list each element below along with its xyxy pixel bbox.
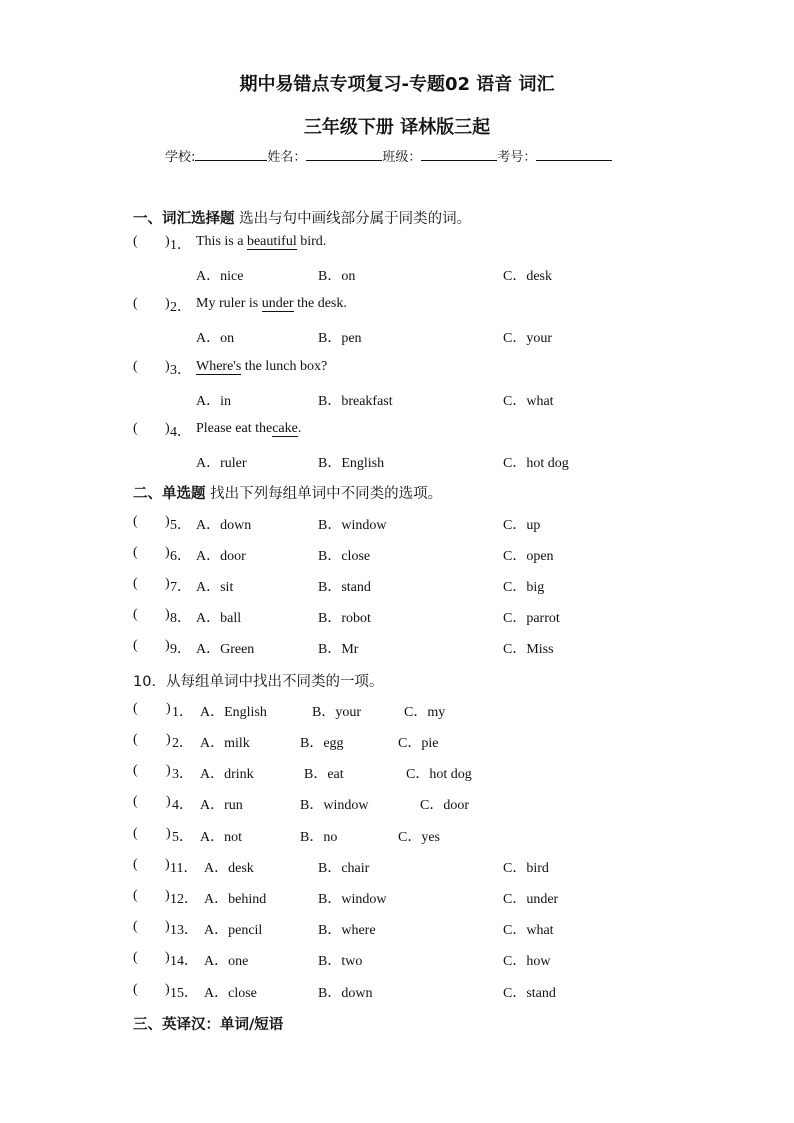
sentence-pre: My ruler is (196, 296, 262, 311)
option-a[interactable]: A．run (200, 798, 243, 813)
option-b[interactable]: B．stand (318, 580, 371, 595)
answer-paren-close[interactable]: ) (166, 701, 171, 716)
exam-no-blank[interactable] (536, 148, 612, 161)
section1-heading-rest: 选出与句中画线部分属于同类的词。 (234, 211, 472, 227)
option-b[interactable]: B．egg (300, 736, 344, 751)
option-b[interactable]: B．no (300, 830, 338, 845)
question-number: 8． (170, 611, 191, 626)
option-c[interactable]: C．door (420, 798, 469, 813)
school-label: 学校: (165, 150, 196, 165)
question-sentence (196, 296, 347, 312)
answer-paren-close[interactable]: ) (165, 888, 170, 903)
option-a[interactable]: A．not (200, 830, 242, 845)
option-c[interactable]: C．yes (398, 830, 440, 845)
question-number: 5． (170, 518, 191, 533)
option-c[interactable]: C．Miss (503, 642, 554, 657)
answer-paren-open[interactable]: ( (133, 794, 138, 809)
option-c[interactable]: C．big (503, 580, 545, 595)
question-number: 15． (170, 986, 198, 1001)
answer-paren-open[interactable]: ( (133, 607, 138, 622)
option-b[interactable]: B．Mr (318, 642, 359, 657)
page-title: 期中易错点专项复习-专题02 语音 词汇 (239, 74, 555, 95)
page-subtitle: 三年级下册 译林版三起 (303, 117, 491, 138)
exam-no-label: 考号： (497, 150, 537, 165)
question-number: 5． (172, 830, 193, 845)
option-c[interactable]: C．hot dog (503, 456, 569, 471)
question-number: 1． (170, 238, 191, 253)
option-b[interactable]: B．close (318, 549, 371, 564)
question-sentence (196, 421, 301, 437)
sentence-underlined: under (261, 296, 294, 311)
option-a[interactable]: A．sit (196, 580, 234, 595)
class-label: 班级： (382, 150, 422, 165)
section1-heading (133, 207, 471, 228)
section2-heading-rest: 找出下列每组单词中不同类的选项。 (205, 486, 443, 502)
option-b[interactable]: B．your (312, 705, 361, 720)
answer-paren-close[interactable]: ) (165, 359, 170, 374)
option-a[interactable]: A．milk (200, 736, 250, 751)
answer-paren-open[interactable]: ( (133, 421, 138, 436)
answer-paren-open[interactable]: ( (133, 545, 138, 560)
answer-paren-open[interactable]: ( (133, 576, 138, 591)
question-number: 6． (170, 549, 191, 564)
q10-heading: 10．从每组单词中找出不同类的一项。 (133, 674, 384, 690)
option-a[interactable]: A．English (200, 705, 267, 720)
answer-paren-open[interactable]: ( (133, 514, 138, 529)
section1-heading-bold: 一、词汇选择题 (133, 211, 235, 227)
question-number: 7． (170, 580, 191, 595)
question-number: 9． (170, 642, 191, 657)
option-c[interactable]: C．parrot (503, 611, 560, 626)
sentence-post: the lunch box? (241, 359, 328, 374)
answer-paren-open[interactable]: ( (133, 919, 138, 934)
answer-paren-close[interactable]: ) (166, 732, 171, 747)
answer-paren-close[interactable]: ) (165, 545, 170, 560)
option-c[interactable]: C．desk (503, 269, 552, 284)
answer-paren-open[interactable]: ( (133, 359, 138, 374)
option-b[interactable]: B．English (318, 456, 385, 471)
answer-paren-close[interactable]: ) (165, 234, 170, 249)
question-number: 11． (170, 861, 198, 876)
option-b[interactable]: B．two (318, 954, 363, 969)
section3-heading-bold: 三、英译汉：单词/短语 (133, 1017, 284, 1033)
answer-paren-open[interactable]: ( (133, 701, 138, 716)
answer-paren-open[interactable]: ( (133, 857, 138, 872)
question-number: 1． (172, 705, 193, 720)
sentence-post: the desk. (293, 296, 347, 311)
sentence-underlined: beautiful (246, 234, 297, 249)
sentence-underlined: cake (272, 421, 298, 436)
option-c[interactable]: C．how (503, 954, 551, 969)
option-b[interactable]: B．window (318, 518, 387, 533)
sentence-pre: This is a (196, 234, 247, 249)
answer-paren-close[interactable]: ) (166, 826, 171, 841)
answer-paren-close[interactable]: ) (165, 514, 170, 529)
name-label: 姓名： (267, 150, 307, 165)
answer-paren-open[interactable]: ( (133, 826, 138, 841)
section2-heading-bold: 二、单选题 (133, 486, 206, 502)
option-a[interactable]: A．Green (196, 642, 255, 657)
section3-heading (133, 1013, 283, 1034)
sentence-underlined: Where's (196, 359, 242, 374)
school-blank[interactable] (195, 148, 267, 161)
option-b[interactable]: B．robot (318, 611, 371, 626)
answer-paren-close[interactable]: ) (166, 794, 171, 809)
answer-paren-open[interactable]: ( (133, 982, 138, 997)
question-number: 2． (170, 300, 191, 315)
question-number: 3． (172, 767, 193, 782)
option-b[interactable]: B．down (318, 986, 373, 1001)
question-number: 14． (170, 954, 198, 969)
question-number: 3． (170, 363, 191, 378)
option-a[interactable]: A．ball (196, 611, 242, 626)
option-b[interactable]: B．eat (304, 767, 344, 782)
option-c[interactable]: C．up (503, 518, 541, 533)
answer-paren-close[interactable]: ) (165, 607, 170, 622)
name-blank[interactable] (306, 148, 382, 161)
option-b[interactable]: B．window (300, 798, 369, 813)
class-blank[interactable] (421, 148, 497, 161)
option-c[interactable]: C．your (503, 331, 552, 346)
question-number: 12． (170, 892, 198, 907)
answer-paren-open[interactable]: ( (133, 296, 138, 311)
answer-paren-open[interactable]: ( (133, 763, 138, 778)
option-c[interactable]: C．bird (503, 861, 549, 876)
option-c[interactable]: C．hot dog (406, 767, 472, 782)
answer-paren-close[interactable]: ) (165, 421, 170, 436)
section2-heading (133, 482, 442, 503)
option-a[interactable]: A．in (196, 394, 231, 409)
option-a[interactable]: A．desk (204, 861, 254, 876)
question-sentence (196, 359, 327, 375)
option-a[interactable]: A．one (204, 954, 249, 969)
answer-paren-close[interactable]: ) (165, 638, 170, 653)
option-a[interactable]: A．on (196, 331, 235, 346)
option-a[interactable]: A．nice (196, 269, 244, 284)
option-c[interactable]: C．pie (398, 736, 439, 751)
answer-paren-close[interactable]: ) (165, 982, 170, 997)
answer-paren-open[interactable]: ( (133, 732, 138, 747)
option-a[interactable]: A．ruler (196, 456, 247, 471)
option-c[interactable]: C．under (503, 892, 559, 907)
sentence-post: bird. (296, 234, 327, 249)
answer-paren-open[interactable]: ( (133, 888, 138, 903)
option-b[interactable]: B．window (318, 892, 387, 907)
option-b[interactable]: B．on (318, 269, 356, 284)
option-a[interactable]: A．behind (204, 892, 267, 907)
option-a[interactable]: A．door (196, 549, 246, 564)
option-c[interactable]: C．open (503, 549, 554, 564)
answer-paren-close[interactable]: ) (165, 950, 170, 965)
answer-paren-close[interactable]: ) (165, 576, 170, 591)
sentence-post: . (297, 421, 302, 436)
question-number: 13． (170, 923, 198, 938)
question-number: 4． (170, 425, 191, 440)
option-b[interactable]: B．pen (318, 331, 362, 346)
option-c[interactable]: C．what (503, 394, 554, 409)
option-a[interactable]: A．down (196, 518, 252, 533)
answer-paren-close[interactable]: ) (165, 919, 170, 934)
question-number: 2． (172, 736, 193, 751)
option-c[interactable]: C．stand (503, 986, 556, 1001)
option-a[interactable]: A．drink (200, 767, 254, 782)
answer-paren-open[interactable]: ( (133, 950, 138, 965)
option-a[interactable]: A．close (204, 986, 257, 1001)
option-b[interactable]: B．chair (318, 861, 370, 876)
option-a[interactable]: A．pencil (204, 923, 263, 938)
question-sentence (196, 234, 326, 250)
answer-paren-open[interactable]: ( (133, 234, 138, 249)
question-number: 4． (172, 798, 193, 813)
option-b[interactable]: B．where (318, 923, 376, 938)
option-b[interactable]: B．breakfast (318, 394, 393, 409)
answer-paren-close[interactable]: ) (165, 296, 170, 311)
option-c[interactable]: C．what (503, 923, 554, 938)
answer-paren-close[interactable]: ) (166, 763, 171, 778)
sentence-pre: Please eat the (196, 421, 273, 436)
student-info-line (165, 146, 612, 165)
option-c[interactable]: C．my (404, 705, 446, 720)
answer-paren-close[interactable]: ) (165, 857, 170, 872)
answer-paren-open[interactable]: ( (133, 638, 138, 653)
